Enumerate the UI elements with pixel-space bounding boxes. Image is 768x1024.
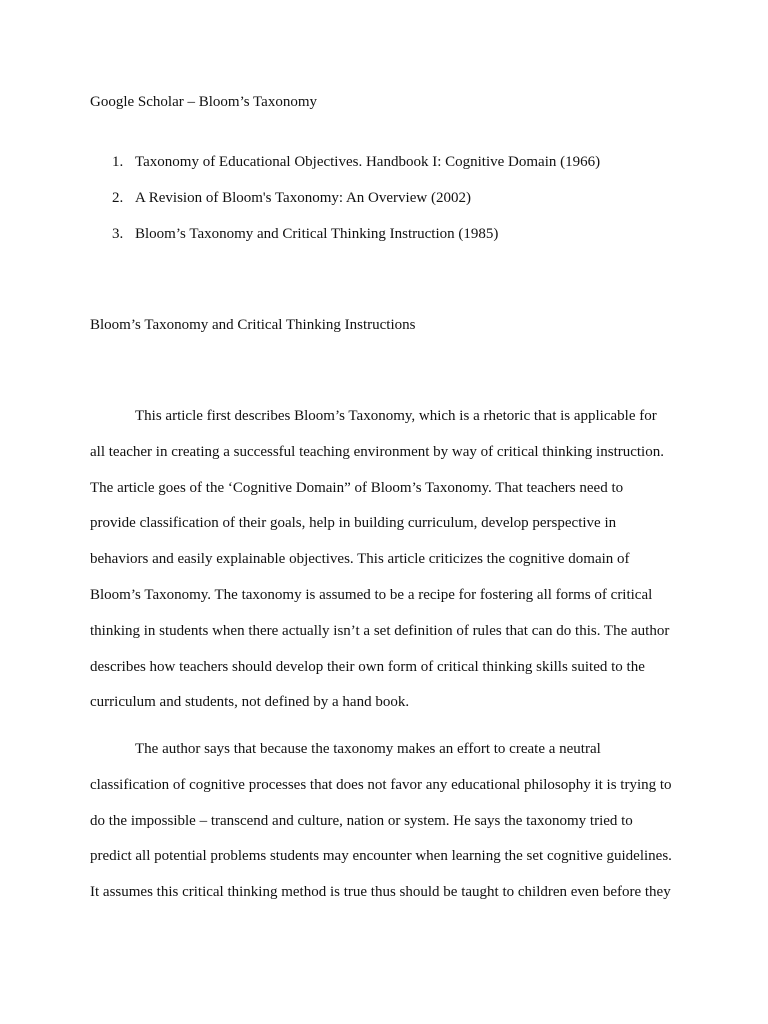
reference-number: 1.: [112, 154, 124, 170]
paragraph-line: The article goes of the ‘Cognitive Domain” of Bloom’s Taxonomy. That teachers need to: [90, 479, 624, 496]
reference-number: 3.: [112, 226, 124, 242]
paragraph-line: behaviors and easily explainable objectives. This article criticizes the cognitive domain of: [90, 551, 630, 568]
paragraph-line: describes how teachers should develop their own form of critical thinking skills suited to the: [90, 658, 645, 675]
paragraph-line: It assumes this critical thinking method is true thus should be taught to children even before they: [90, 884, 671, 901]
paragraph-line: The author says that because the taxonomy makes an effort to create a neutral: [135, 741, 601, 757]
paragraph-line: predict all potential problems students may encounter when learning the set cognitive guidelines.: [90, 848, 672, 865]
paragraph-line: This article first describes Bloom’s Taxonomy, which is a rhetoric that is applicable for: [135, 408, 657, 424]
reference-text: Taxonomy of Educational Objectives. Handbook I: Cognitive Domain (1966): [135, 154, 601, 170]
reference-text: A Revision of Bloom's Taxonomy: An Overview (2002): [135, 190, 471, 206]
paragraph-2: [90, 740, 680, 919]
document-title: Google Scholar – Bloom’s Taxonomy: [90, 94, 317, 110]
paragraph-line: classification of cognitive processes that does not favor any educational philosophy it is trying to: [90, 776, 672, 793]
paragraph-line: Bloom’s Taxonomy. The taxonomy is assumed to be a recipe for fostering all forms of critical: [90, 586, 653, 603]
paragraph-line: curriculum and students, not defined by a hand book.: [90, 694, 410, 711]
reference-text: Bloom’s Taxonomy and Critical Thinking Instruction (1985): [135, 226, 499, 242]
reference-number: 2.: [112, 190, 124, 206]
paragraph-line: all teacher in creating a successful teaching environment by way of critical thinking instruction.: [90, 443, 664, 460]
section-title: Bloom’s Taxonomy and Critical Thinking Instructions: [90, 317, 416, 333]
paragraph-line: do the impossible – transcend and culture, nation or system. He says the taxonomy tried to: [90, 812, 633, 829]
paragraph-line: provide classification of their goals, help in building curriculum, develop perspective in: [90, 515, 617, 532]
paragraph-line: thinking in students when there actually isn’t a set definition of rules that can do this. The author: [90, 622, 670, 639]
paragraph-1: [90, 407, 680, 729]
